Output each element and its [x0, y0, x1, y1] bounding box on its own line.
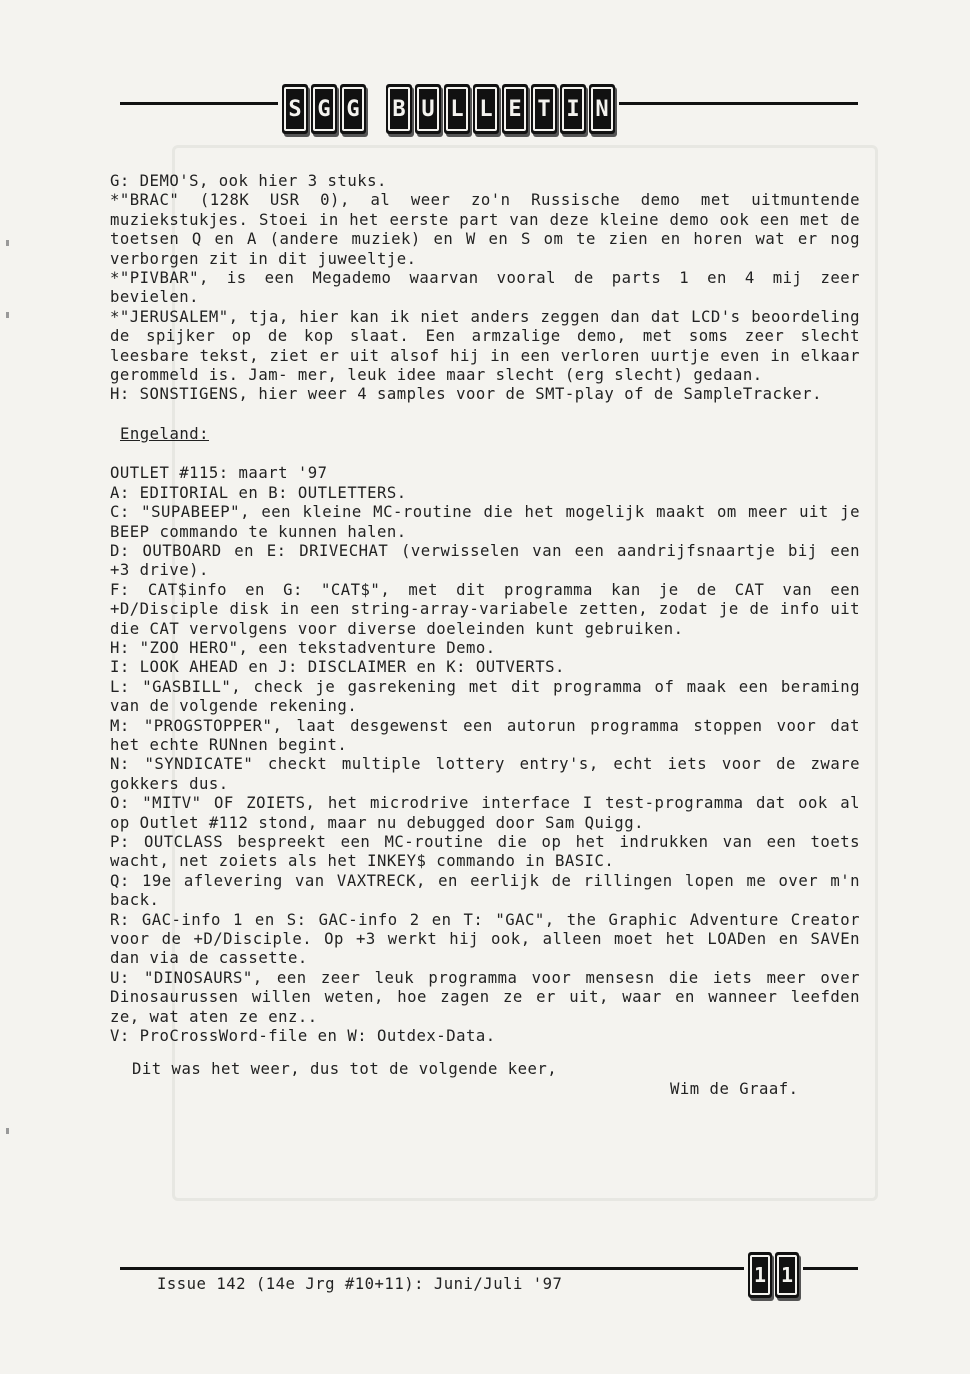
paragraph: G: DEMO'S, ook hier 3 stuks.	[110, 172, 387, 190]
masthead-letter-tile: I	[560, 84, 586, 134]
paragraph: OUTLET #115: maart '97	[110, 464, 328, 483]
paragraph: *"PIVBAR", is een Megademo waarvan vooral de parts 1 en 4 mij zeer bevielen.	[110, 269, 860, 307]
paragraph: N: "SYNDICATE" checkt multiple lottery entry's, echt iets voor de zware gokkers dus.	[110, 755, 860, 793]
paragraph: R: GAC-info 1 en S: GAC-info 2 en T: "GAC", the Graphic Adventure Creator voor de +D/Disciple. Op +3 werkt hij ook, alleen moet het LOADen en SAVEn dan via de cassette.	[110, 910, 860, 968]
masthead-letter-tile: S	[282, 84, 308, 134]
paragraph: C: "SUPABEEP", een kleine MC-routine die het mogelijk maakt om meer uit je BEEP commando te kunnen halen.	[110, 503, 860, 541]
paragraph: P: OUTCLASS bespreekt een MC-routine die op het indrukken van een toets wacht, net zoiets als het INKEY$ commando in BASIC.	[110, 833, 860, 871]
paragraph: U: "DINOSAURS", een zeer leuk programma voor mensesn die iets meer over Dinosaurussen willen weten, hoe zagen ze er uit, waar en wanneer leefden ze, wat aten ze enz..	[110, 968, 860, 1026]
masthead	[278, 84, 619, 144]
page-digit-tile: 1	[775, 1252, 799, 1298]
paragraph: V: ProCrossWord-file en W: Outdex-Data.	[110, 1027, 496, 1046]
issue-line: Issue 142 (14e Jrg #10+11): Juni/Juli '97	[157, 1275, 563, 1293]
section-heading: Engeland:	[120, 424, 209, 443]
masthead-word-bulletin	[386, 84, 615, 134]
masthead-letter-tile: U	[415, 84, 441, 134]
paragraph: A: EDITORIAL en B: OUTLETTERS.	[110, 483, 407, 502]
page-digit-tile: 1	[748, 1252, 772, 1298]
paragraph: D: OUTBOARD en E: DRIVECHAT (verwisselen van een aandrijfsnaartje bij een +3 drive).	[110, 541, 860, 580]
paragraph: I: LOOK AHEAD en J: DISCLAIMER en K: OUTVERTS.	[110, 658, 565, 677]
masthead-letter-tile: G	[340, 84, 366, 134]
page-number	[744, 1252, 803, 1298]
masthead-letter-tile: E	[502, 84, 528, 134]
article-body	[110, 172, 860, 1099]
masthead-letter-tile: B	[386, 84, 412, 134]
paragraph: *"BRAC" (128K USR 0), al weer zo'n Russische demo met uitmuntende muziekstukjes. Stoei in het eerste part van deze kleine demo ook een met de toetsen Q en A (andere muziek) en W en S om te zien en horen wat er nog verborgen zit in dit juweeltje.	[110, 191, 860, 268]
masthead-letter-tile: L	[444, 84, 470, 134]
margin-speck	[6, 240, 9, 246]
paragraph: Q: 19e aflevering van VAXTRECK, en eerlijk de rillingen lopen me over m'n back.	[110, 871, 860, 910]
margin-speck	[6, 312, 9, 318]
paragraph: H: "ZOO HERO", een tekstadventure Demo.	[110, 638, 496, 657]
masthead-letter-tile: L	[473, 84, 499, 134]
paragraph: *"JERUSALEM", tja, hier kan ik niet anders zeggen dan dat LCD's beoordeling de spijker op de kop slaat. Een armzalige demo, met soms zeer slecht leesbare tekst, ziet er uit alsof hij in een verloren uurtje even in elkaar gerommeld is. Jam- mer, leuk idee maar slecht (erg slecht) gedaan.	[110, 307, 860, 385]
closing-line: Dit was het weer, dus tot de volgende keer,	[132, 1060, 558, 1079]
masthead-word-sgg	[282, 84, 366, 134]
masthead-letter-tile: N	[589, 84, 615, 134]
paragraph: O: "MITV" OF ZOIETS, het microdrive interface I test-programma dat ook al op Outlet #112 stond, maar nu debugged door Sam Quigg.	[110, 794, 860, 832]
paragraph: L: "GASBILL", check je gasrekening met dit programma of maak een beraming van de volgende rekening.	[110, 677, 860, 716]
paragraph: F: CAT$info en G: "CAT$", met dit programma kan je de CAT van een +D/Disciple disk in een string-array-variabele zetten, zodat je de info uit die CAT vervolgens voor diverse doeleinden kunt gebruiken.	[110, 580, 860, 638]
signature: Wim de Graaf.	[670, 1079, 799, 1098]
margin-speck	[6, 1128, 9, 1134]
paragraph: M: "PROGSTOPPER", laat desgewenst een autorun programma stoppen voor dat het echte RUNnen begint.	[110, 716, 860, 754]
masthead-letter-tile: T	[531, 84, 557, 134]
masthead-letter-tile: G	[311, 84, 337, 134]
paragraph: H: SONSTIGENS, hier weer 4 samples voor de SMT-play of de SampleTracker.	[110, 385, 822, 404]
